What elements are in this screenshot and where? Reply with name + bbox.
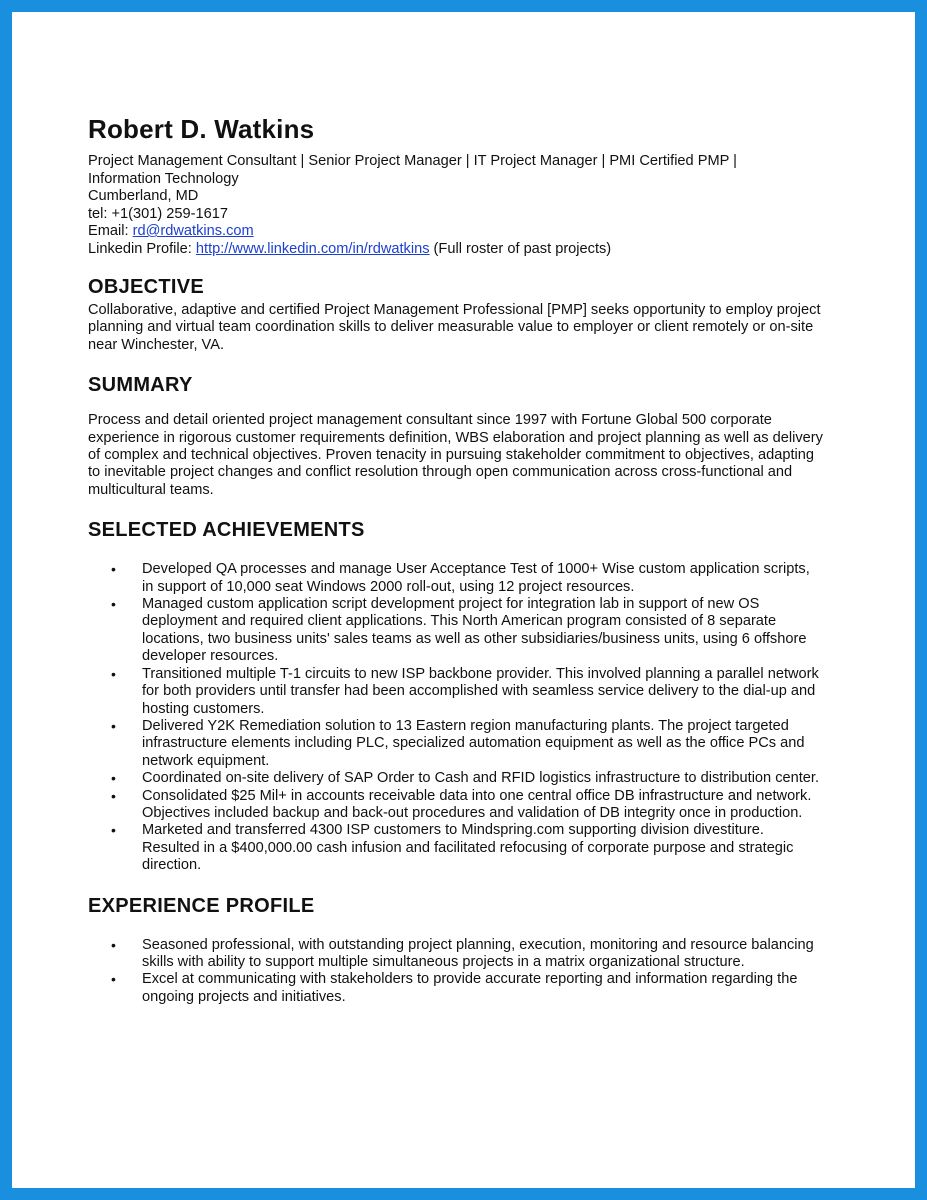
achievement-text: Managed custom application script development project for integration lab in support of new OS deployment and required client applications. This North American program consisted of 8 separate locations, two business units' sales teams as well as other subsidiaries/business units, using 6 offshore developer resources. bbox=[142, 596, 807, 665]
list-item bbox=[88, 718, 823, 770]
bullet-icon: • bbox=[111, 936, 116, 953]
linkedin-label: Linkedin Profile: bbox=[88, 240, 196, 257]
bullet-icon: • bbox=[111, 822, 116, 839]
email-link[interactable]: rd@rdwatkins.com bbox=[132, 223, 254, 239]
experience-text: Seasoned professional, with outstanding project planning, execution, monitoring and resource balancing skills with ability to support multiple simultaneous projects in a matrix organizational structure. bbox=[142, 936, 814, 970]
achievement-text: Delivered Y2K Remediation solution to 13 Eastern region manufacturing plants. The project targeted infrastructure elements including PLC, specialized automation equipment as well as the office PCs and network equipment. bbox=[142, 717, 805, 769]
headline: Project Management Consultant | Senior Project Manager | IT Project Manager | PMI Certified PMP | Information Technology bbox=[88, 153, 737, 187]
summary-text: Process and detail oriented project management consultant since 1997 with Fortune Global 500 corporate experience in rigorous customer requirements definition, WBS elaboration and project planning as well as delivery of complex and technical objectives. Proven tenacity in pursuing stakeholder commitment to objectives, adapting to inevitable project changes and conflict resolution through open communication across cross-functional and multicultural teams. bbox=[88, 412, 823, 498]
bullet-icon: • bbox=[111, 971, 116, 988]
list-item bbox=[88, 788, 823, 823]
bullet-icon: • bbox=[111, 770, 116, 787]
phone: tel: +1(301) 259-1617 bbox=[88, 205, 228, 222]
email-label: Email: bbox=[88, 223, 133, 239]
experience-text: Excel at communicating with stakeholders to provide accurate reporting and information regarding the ongoing projects and initiatives. bbox=[142, 971, 798, 1005]
achievement-text: Developed QA processes and manage User Acceptance Test of 1000+ Wise custom application scripts, in support of 10,000 seat Windows 2000 roll-out, using 12 project resources. bbox=[142, 561, 810, 595]
list-item bbox=[88, 561, 823, 596]
list-item bbox=[88, 770, 823, 787]
list-item bbox=[88, 596, 823, 666]
list-item bbox=[88, 822, 823, 874]
linkedin-link[interactable]: http://www.linkedin.com/in/rdwatkins bbox=[195, 240, 430, 257]
email-line bbox=[88, 223, 823, 241]
linkedin-line bbox=[88, 241, 823, 259]
location: Cumberland, MD bbox=[88, 188, 199, 204]
list-item bbox=[88, 937, 823, 972]
achievement-text: Consolidated $25 Mil+ in accounts receivable data into one central office DB infrastructure and network. Objectives included backup and back-out procedures and validation of DB integrity once in production. bbox=[142, 787, 812, 821]
achievement-text: Marketed and transferred 4300 ISP customers to Mindspring.com supporting division divestiture. Resulted in a $400,000.00 cash infusion and facilitated refocusing of corporate purpose and strategic direction. bbox=[142, 822, 794, 874]
achievement-text: Coordinated on-site delivery of SAP Order to Cash and RFID logistics infrastructure to distribution center. bbox=[142, 770, 820, 787]
achievements-heading: SELECTED ACHIEVEMENTS bbox=[88, 519, 365, 542]
linkedin-note: (Full roster of past projects) bbox=[429, 240, 612, 257]
bullet-icon: • bbox=[111, 717, 116, 734]
summary-heading: SUMMARY bbox=[88, 374, 193, 397]
achievements-list bbox=[88, 561, 823, 874]
objective-heading: OBJECTIVE bbox=[88, 276, 205, 298]
bullet-icon: • bbox=[111, 665, 116, 682]
achievement-text: Transitioned multiple T-1 circuits to new ISP backbone provider. This involved planning a parallel network for both providers until transfer had been accomplished with seamless service delivery to the dial-up and hosting customers. bbox=[142, 665, 819, 717]
bullet-icon: • bbox=[111, 561, 116, 578]
list-item bbox=[88, 971, 823, 1006]
bullet-icon: • bbox=[111, 596, 116, 613]
experience-heading: EXPERIENCE PROFILE bbox=[88, 894, 315, 917]
candidate-name: Robert D. Watkins bbox=[88, 114, 315, 144]
experience-list bbox=[88, 937, 823, 1007]
objective-text: Collaborative, adaptive and certified Project Management Professional [PMP] seeks opportunity to employ project planning and virtual team coordination skills to deliver measurable value to employer or client remotely or on-site near Winchester, VA. bbox=[88, 302, 821, 353]
resume-document bbox=[88, 112, 823, 1006]
list-item bbox=[88, 666, 823, 718]
bullet-icon: • bbox=[111, 787, 116, 804]
